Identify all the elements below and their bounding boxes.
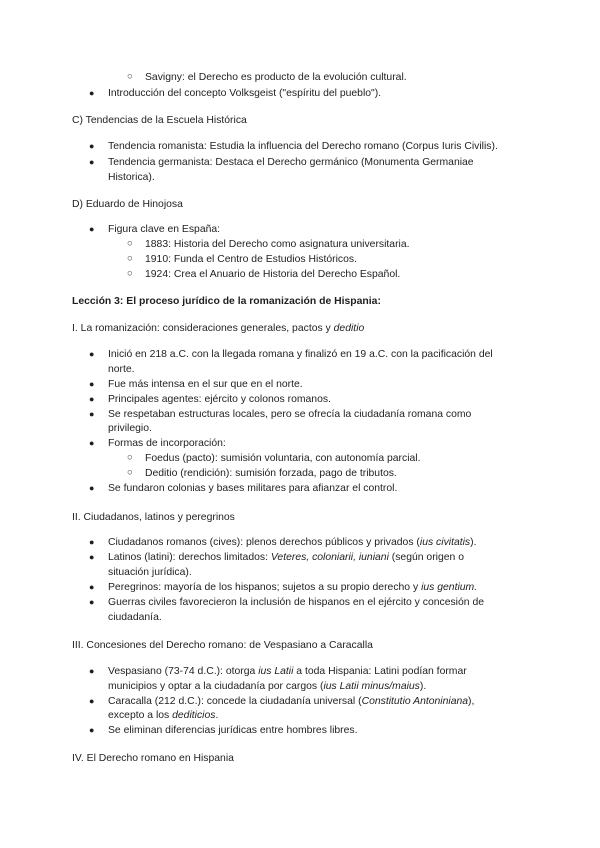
list-item-continuation: excepto a los dediticios. (108, 710, 219, 721)
list-item: ● Vespasiano (73-74 d.C.): otorga ius Latii a toda Hispania: Latini podían formar (89, 666, 467, 677)
bullet-icon: ● (89, 483, 95, 493)
list-item: ● Ciudadanos romanos (cives): plenos derechos públicos y privados (ius civitatis). (89, 537, 477, 548)
list-item: ● Peregrinos: mayoría de los hispanos; sujetos a su propio derecho y ius gentium. (89, 582, 478, 593)
hollow-bullet-icon: ○ (127, 268, 133, 279)
hollow-bullet-icon: ○ (127, 238, 133, 249)
bullet-icon: ● (89, 537, 95, 547)
list-item: ● Principales agentes: ejército y colonos romanos. (89, 394, 331, 405)
section-heading-c: C) Tendencias de la Escuela Histórica (72, 115, 247, 126)
list-item: ○ 1910: Funda el Centro de Estudios Históricos. (127, 253, 357, 265)
lesson-title: Lección 3: El proceso jurídico de la romanización de Hispania: (72, 296, 381, 307)
list-item: ● Caracalla (212 d.C.): concede la ciudadanía universal (Constitutio Antoniniana), (89, 696, 475, 707)
section-heading-d: D) Eduardo de Hinojosa (72, 199, 183, 210)
list-item-continuation: situación jurídica). (108, 567, 192, 578)
list-item: ● Guerras civiles favorecieron la inclusión de hispanos en el ejército y concesión de (89, 597, 484, 608)
list-item-continuation: ciudadanía. (108, 612, 162, 623)
hollow-bullet-icon: ○ (127, 71, 133, 82)
list-item-continuation: norte. (108, 364, 135, 375)
bullet-icon: ● (89, 597, 95, 607)
list-item-continuation: Historica). (108, 172, 155, 183)
list-item-continuation: municipios y optar a la ciudadanía por cargos (ius Latii minus/maius). (108, 681, 427, 692)
list-item: ● Inició en 218 a.C. con la llegada romana y finalizó en 19 a.C. con la pacificación del (89, 349, 493, 360)
list-item: ○ Foedus (pacto): sumisión voluntaria, con autonomía parcial. (127, 452, 421, 464)
list-item: ● Se respetaban estructuras locales, pero se ofrecía la ciudadanía romana como (89, 409, 472, 420)
list-item: ● Se eliminan diferencias jurídicas entre hombres libres. (89, 725, 358, 736)
hollow-bullet-icon: ○ (127, 253, 133, 264)
bullet-icon: ● (89, 157, 95, 167)
bullet-icon: ● (89, 582, 95, 592)
list-item: ● Se fundaron colonias y bases militares para afianzar el control. (89, 483, 398, 494)
section-heading-ii: II. Ciudadanos, latinos y peregrinos (72, 512, 235, 523)
bullet-icon: ● (89, 349, 95, 359)
bullet-icon: ● (89, 379, 95, 389)
hollow-bullet-icon: ○ (127, 452, 133, 463)
list-item-continuation: privilegio. (108, 423, 152, 434)
bullet-icon: ● (89, 88, 95, 98)
list-item: ● Introducción del concepto Volksgeist ("espíritu del pueblo"). (89, 88, 382, 99)
hollow-bullet-icon: ○ (127, 467, 133, 478)
list-item: ○ Deditio (rendición): sumisión forzada, pago de tributos. (127, 467, 397, 479)
bullet-icon: ● (89, 409, 95, 419)
bullet-icon: ● (89, 438, 95, 448)
bullet-icon: ● (89, 394, 95, 404)
bullet-icon: ● (89, 552, 95, 562)
list-item: ● Fue más intensa en el sur que en el norte. (89, 379, 303, 390)
bullet-icon: ● (89, 725, 95, 735)
list-item: ● Latinos (latini): derechos limitados: Veteres, coloniarii, iuniani (según origen o (89, 552, 464, 563)
bullet-icon: ● (89, 141, 95, 151)
list-item: ● Figura clave en España: (89, 224, 221, 235)
bullet-icon: ● (89, 696, 95, 706)
list-item: ○ Savigny: el Derecho es producto de la evolución cultural. (127, 71, 407, 83)
section-heading-i: I. La romanización: consideraciones generales, pactos y deditio (72, 323, 365, 334)
list-item: ● Formas de incorporación: (89, 438, 226, 449)
list-item: ● Tendencia romanista: Estudia la influencia del Derecho romano (Corpus Iuris Civilis). (89, 141, 498, 152)
list-item: ● Tendencia germanista: Destaca el Derecho germánico (Monumenta Germaniae (89, 157, 474, 168)
section-heading-iv: IV. El Derecho romano en Hispania (72, 753, 234, 764)
section-heading-iii: III. Concesiones del Derecho romano: de Vespasiano a Caracalla (72, 640, 373, 651)
list-item: ○ 1883: Historia del Derecho como asignatura universitaria. (127, 238, 410, 250)
bullet-icon: ● (89, 666, 95, 676)
bullet-icon: ● (89, 224, 95, 234)
list-item: ○ 1924: Crea el Anuario de Historia del Derecho Español. (127, 268, 401, 280)
